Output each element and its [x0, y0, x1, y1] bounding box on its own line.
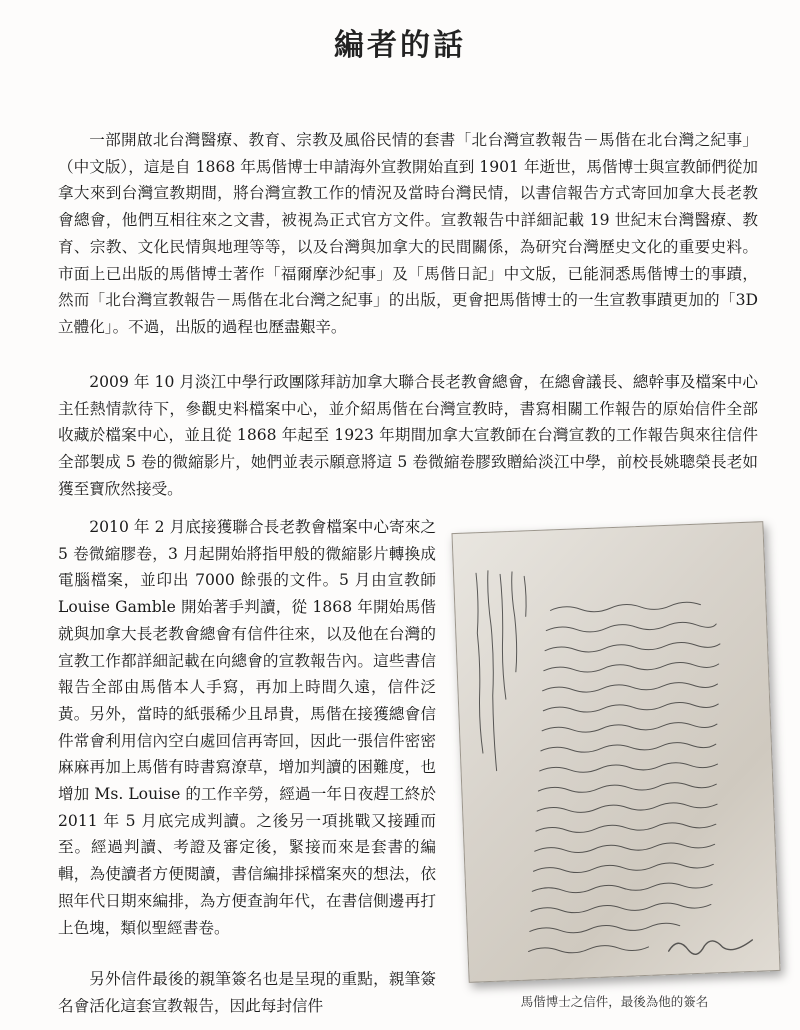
- paragraph-visit: 2009 年 10 月淡江中學行政團隊拜訪加拿大聯合長老教會總會，在總會議長、總幹事及檔案中心主任熱情款待下，參觀史料檔案中心，並介紹馬偕在台灣宣教時，書寫相關工作報告的原始信件全部收藏於檔案中心，並且從 1868 年起至 1923 年期間加拿大宣教師在台灣宣教的工作報告與來往信件全部製成 5 卷的微縮影片，她們並表示願意將這 5 卷微縮卷膠致贈給淡江中學，前校長姚聰榮長老如獲至寶欣然接受。: [58, 373, 758, 498]
- letter-photo: [452, 515, 777, 985]
- page-title: 編者的話: [334, 28, 466, 63]
- paragraph-intro: 一部開啟北台灣醫療、教育、宗教及風俗民情的套書「北台灣宣教報告－馬偕在北台灣之紀事」（中文版），這是自 1868 年馬偕博士申請海外宣教開始直到 1901 年逝世，馬偕博士與宣教師們從加拿大來到台灣宣教期間，將台灣宣教工作的情況及當時台灣民情，以書信報告方式寄回加拿大長老教會總會，他們互相往來之文書，被視為正式官方文件。宣教報告中詳細記載 19 世紀末台灣醫療、教育、宗教、文化民情與地理等等，以及台灣與加拿大的民間關係，為研究台灣歷史文化的重要史料。市面上已出版的馬偕博士著作「福爾摩沙紀事」及「馬偕日記」中文版，已能洞悉馬偕博士的事蹟，然而「北台灣宣教報告－馬偕在北台灣之紀事」的出版，更會把馬偕博士的一生宣教事蹟更加的「3D 立體化」。不過，出版的過程也歷盡艱辛。: [58, 131, 758, 336]
- handwritten-letter-image: [451, 521, 780, 983]
- paragraph-signature: 另外信件最後的親筆簽名也是呈現的重點，親筆簽名會活化這套宣教報告，因此每封信件: [58, 970, 436, 1015]
- paragraph-microfilm: 2010 年 2 月底接獲聯合長老教會檔案中心寄來之 5 卷微縮膠卷，3 月起開始將指甲般的微縮影片轉換成電腦檔案，並印出 7000 餘張的文件。5 月由宣教師 Louise Gamble 開始著手判讀，從 1868 年開始馬偕就與加拿大長老教會總會有信件往來，以及他在台灣的宣教工作都詳細記載在向總會的宣教報告內。這些書信報告全部由馬偕本人手寫，再加上時間久遠，信件泛黃。另外，當時的紙張稀少且昂貴，馬偕在接獲總會信件常會利用信內空白處回信再寄回，因此一張信件密密麻麻再加上馬偕有時書寫潦草，增加判讀的困難度，也增加 Ms. Louise 的工作辛勞，經過一年日夜趕工終於 2011 年 5 月底完成判讀。之後另一項挑戰又接踵而至。經過判讀、考證及審定後，緊接而來是套書的編輯，為使讀者方便閱讀，書信編排採檔案夾的想法，依照年代日期來編排，為方便查詢年代，在書信側邊再打上色塊，類似聖經書卷。: [58, 518, 436, 937]
- photo-caption: 馬偕博士之信件，最後為他的簽名: [520, 994, 709, 1009]
- handwriting-scribbles: [453, 522, 780, 982]
